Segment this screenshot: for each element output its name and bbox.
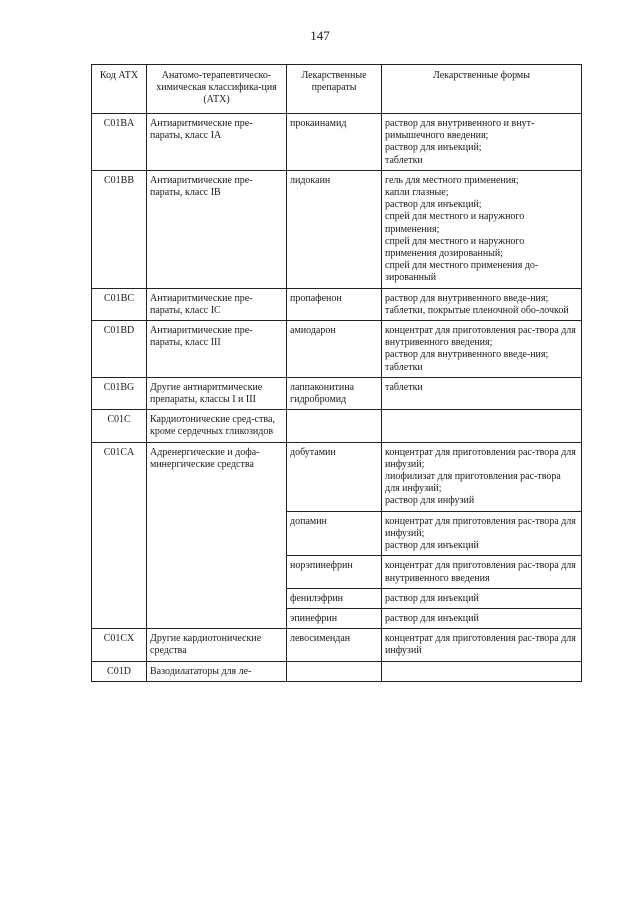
forms-cell bbox=[382, 410, 582, 442]
form-item: капли глазные; bbox=[385, 187, 449, 199]
table-row bbox=[92, 170, 582, 288]
forms-cell bbox=[382, 170, 582, 288]
classification-cell: Вазодилататоры для ле- bbox=[147, 661, 287, 681]
forms-cell bbox=[382, 114, 582, 171]
classification-cell: Антиаритмические пре-параты, класс IA bbox=[147, 114, 287, 171]
header-drugs: Лекарственные препараты bbox=[287, 65, 382, 114]
form-item: спрей для местного и наружного применения дозированный; bbox=[385, 235, 525, 260]
form-item: раствор для инъекций bbox=[385, 612, 479, 624]
form-item: раствор для инъекций bbox=[385, 592, 479, 604]
forms-cell bbox=[382, 629, 582, 661]
drug-cell: допамин bbox=[287, 511, 382, 556]
form-item: лиофилизат для приготовления рас-твора для инфузий; bbox=[385, 471, 561, 495]
forms-cell bbox=[382, 288, 582, 320]
forms-cell bbox=[382, 661, 582, 681]
drug-cell: фенилэфрин bbox=[287, 588, 382, 608]
atx-code-cell: C01D bbox=[92, 661, 147, 681]
classification-cell: Антиаритмические пре-параты, класс IC bbox=[147, 288, 287, 320]
atx-code-cell: C01C bbox=[92, 410, 147, 442]
form-item: гель для местного применения; bbox=[385, 174, 519, 186]
drug-cell: левосимендан bbox=[287, 629, 382, 661]
forms-cell bbox=[382, 321, 582, 378]
form-item: концентрат для приготовления рас-твора для инфузий; bbox=[385, 446, 576, 470]
form-item: раствор для инъекций bbox=[385, 540, 479, 552]
table-row bbox=[92, 377, 582, 409]
forms-cell bbox=[382, 511, 582, 556]
drug-cell: прокаинамид bbox=[287, 114, 382, 171]
classification-cell: Антиаритмические пре-параты, класс III bbox=[147, 321, 287, 378]
drug-cell: амиодарон bbox=[287, 321, 382, 378]
drug-cell bbox=[287, 410, 382, 442]
header-code: Код АТХ bbox=[92, 65, 147, 114]
classification-cell: Другие кардиотонические средства bbox=[147, 629, 287, 661]
header-forms: Лекарственные формы bbox=[382, 65, 582, 114]
form-item: концентрат для приготовления рас-твора для внутривенного введения; bbox=[385, 325, 576, 349]
forms-cell bbox=[382, 442, 582, 511]
table-row bbox=[92, 629, 582, 661]
table-row bbox=[92, 114, 582, 171]
header-classification: Анатомо-терапевтическо-химическая классифика-ция (АТХ) bbox=[147, 65, 287, 114]
classification-cell: Кардиотонические сред-ства, кроме сердечных гликозидов bbox=[147, 410, 287, 442]
atx-code-cell: C01CX bbox=[92, 629, 147, 661]
drug-cell: пропафенон bbox=[287, 288, 382, 320]
drug-cell: эпинефрин bbox=[287, 608, 382, 628]
drug-cell: добутамин bbox=[287, 442, 382, 511]
table-row bbox=[92, 661, 582, 681]
atx-code-cell: C01BG bbox=[92, 377, 147, 409]
table-row bbox=[92, 442, 582, 511]
forms-cell bbox=[382, 377, 582, 409]
form-item: раствор для внутривенного введе-ния; bbox=[385, 292, 549, 304]
form-item: раствор для инъекций; bbox=[385, 199, 482, 211]
atx-code-cell: C01CA bbox=[92, 442, 147, 628]
classification-cell: Адренергические и дофа-минергические средства bbox=[147, 442, 287, 628]
form-item: таблетки bbox=[385, 381, 423, 393]
table-row bbox=[92, 410, 582, 442]
form-item: раствор для инфузий bbox=[385, 495, 475, 507]
form-item: раствор для внутривенного и внут-римышечного введения; bbox=[385, 118, 535, 142]
form-item: спрей для местного и наружного применения; bbox=[385, 211, 525, 235]
atx-code-cell: C01BC bbox=[92, 288, 147, 320]
drug-cell: лидокаин bbox=[287, 170, 382, 288]
drug-cell bbox=[287, 661, 382, 681]
forms-cell bbox=[382, 588, 582, 608]
form-item: таблетки bbox=[385, 361, 423, 373]
atx-table bbox=[91, 64, 582, 682]
table-row bbox=[92, 321, 582, 378]
table-row bbox=[92, 288, 582, 320]
drug-cell: норэпинефрин bbox=[287, 556, 382, 588]
form-item: концентрат для приготовления рас-твора для инфузий; bbox=[385, 515, 576, 539]
atx-code-cell: C01BB bbox=[92, 170, 147, 288]
table-header-row bbox=[92, 65, 582, 114]
table-body bbox=[92, 114, 582, 682]
form-item: таблетки bbox=[385, 154, 423, 166]
forms-cell bbox=[382, 556, 582, 588]
form-item: раствор для инъекций; bbox=[385, 142, 482, 154]
form-item: спрей для местного применения до-зированный bbox=[385, 260, 539, 284]
form-item: таблетки, покрытые пленочной обо-лочкой bbox=[385, 304, 569, 316]
atx-code-cell: C01BD bbox=[92, 321, 147, 378]
drug-cell: лаппаконитина гидробромид bbox=[287, 377, 382, 409]
forms-cell bbox=[382, 608, 582, 628]
atx-code-cell: C01BA bbox=[92, 114, 147, 171]
form-item: концентрат для приготовления рас-твора для инфузий bbox=[385, 633, 576, 657]
form-item: раствор для внутривенного введе-ния; bbox=[385, 349, 549, 361]
classification-cell: Другие антиаритмические препараты, классы I и III bbox=[147, 377, 287, 409]
classification-cell: Антиаритмические пре-параты, класс IB bbox=[147, 170, 287, 288]
page-number: 147 bbox=[310, 28, 330, 43]
form-item: концентрат для приготовления рас-твора для внутривенного введения bbox=[385, 560, 576, 584]
